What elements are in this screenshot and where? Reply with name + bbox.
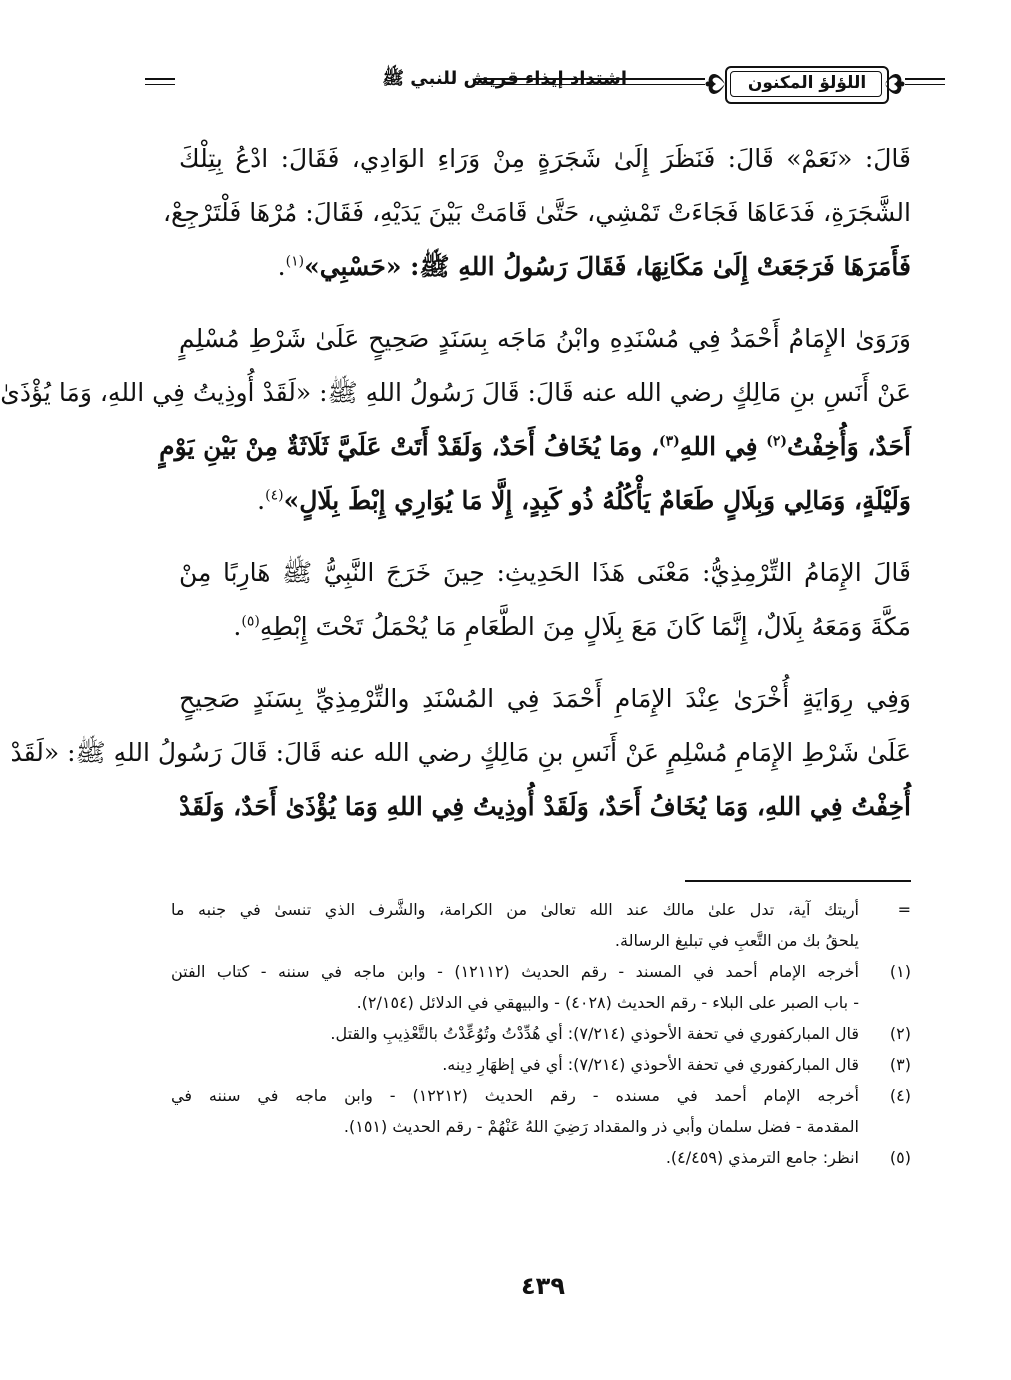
text-line: قَالَ: «نَعَمْ» قَالَ: فَنَظَرَ إِلَىٰ شَجَرَةٍ مِنْ وَرَاءِ الوَادِي، فَقَالَ: ادْعُ بِتِلْكَ [179,144,911,173]
footnote-4 [171,1080,911,1142]
paragraph-gap [179,528,911,546]
page-number: ٤٣٩ [521,1272,565,1300]
footnote-line: أخرجه الإمام أحمد في مسنده - رقم الحديث (١٢٢١٢) - وابن ماجه في سننه في [171,1086,859,1105]
hadith-text: فَأَمَرَهَا فَرَجَعَتْ إِلَىٰ مَكَانِهَا، فَقَالَ رَسُولُ اللهِ ﷺ: «حَسْبِي» [304,252,911,281]
text-line: وَفِي رِوَايَةٍ أُخْرَىٰ عِنْدَ الإِمَامِ أَحْمَدَ فِي المُسْنَدِ والتِّرْمِذِيِّ بِسَنَدٍ صَحِيحٍ [179,684,911,713]
ornament-left-icon [705,64,727,104]
footnote-1 [171,956,911,1018]
chapter-running-title: اشتداد إيذاء قريش للنبي ﷺ [382,68,627,89]
header-rule-right-thin [905,84,945,85]
footnote-number: = [897,900,911,919]
footnote-ref: (٣) [659,433,680,450]
hadith-segment: أَحَدٌ، وَأُخِفْتُ [787,432,911,461]
footnote-3 [171,1049,911,1080]
header-rule-left [145,78,175,80]
text-line: وَرَوَىٰ الإِمَامُ أَحْمَدُ فِي مُسْنَدِهِ وابْنُ مَاجَه بِسَنَدٍ صَحِيحٍ عَلَىٰ شَرْطِ مُسْلِمٍ [179,324,911,353]
page-header [145,58,945,114]
paragraph-gap [179,294,911,312]
header-rule-right [905,78,945,80]
footnote-line: المقدمة - فضل سلمان وأبي ذر والمقداد رَضِيَ اللهُ عَنْهُمْ - رقم الحديث (١٥١). [343,1117,859,1136]
footnote-number: (٤) [889,1086,911,1105]
footnote-line: قال المباركفوري في تحفة الأحوذي (٧/٢١٤): أي في إظهَارِ دِينه. [442,1055,859,1074]
text-segment: مَكَّةَ وَمَعَهُ بِلَالٌ، إِنَّمَا كَانَ مَعَ بِلَالٍ مِنَ الطَّعَامِ مَا يُحْمَلُ تَحْتَ إِبْطِهِ [259,612,911,641]
footnote-ref: (١) [285,253,305,270]
hadith-segment: ، ومَا يُخَافُ أَحَدٌ، وَلَقَدْ أَتَتْ عَلَيَّ ثَلَاثَةٌ مِنْ بَيْنِ يَوْمٍ [159,432,660,461]
footnote-line: - باب الصبر على البلاء - رقم الحديث (٤٠٢٨) - والبيهقي في الدلائل (٢/١٥٤). [356,993,859,1012]
hadith-segment: فِي اللهِ [679,432,767,461]
footnote-line: أريتك آية، تدل علىٰ مالك عند الله تعالىٰ من الكرامة، والشَّرف الذي تنسىٰ في جنبه ما [171,900,859,919]
footnote-ref: (٥) [241,613,260,630]
footnote-number: (٣) [889,1055,911,1074]
text-line: أُخِفْتُ فِي اللهِ، وَمَا يُخَافُ أَحَدٌ، وَلَقَدْ أُوذِيتُ فِي اللهِ وَمَا يُؤْذَىٰ أَحَدٌ، وَلَقَدْ [179,792,911,821]
footnote-ref: (٢) [766,433,788,450]
paragraph-4 [10,672,911,834]
text-line [179,600,911,654]
paragraph-1 [162,132,911,294]
book-title: اللؤلؤ المكنون [747,73,867,93]
text-line: قَالَ الإِمَامُ التِّرْمِذِيُّ: مَعْنَى هَذَا الحَدِيثِ: حِينَ خَرَجَ النَّبِيُّ ﷺ هَارِبًا مِنْ [179,558,911,587]
footnote-line: أخرجه الإمام أحمد في المسند - رقم الحديث (١٢١١٢) - وابن ماجه في سننه - كتاب الفتن [171,962,859,981]
main-text [0,132,911,834]
footnote-number: (٢) [889,1024,911,1043]
text-line: عَنْ أَنَسِ بنِ مَالِكٍ رضي الله عنه قَالَ: قَالَ رَسُولُ اللهِ ﷺ: «لَقَدْ أُوذِيتُ فِي اللهِ، وَمَا يُؤْذَىٰ [0,378,911,407]
paragraph-2 [0,312,911,528]
text-line [159,420,911,474]
footnote-2 [171,1018,911,1049]
text-line [179,474,911,528]
hadith-text: وَلَيْلَةٍ، وَمَالِي وَبِلَالٍ طَعَامٌ يَأْكُلُهُ ذُو كَبِدٍ، إِلَّا مَا يُوَارِي إِبْطَ بِلَالٍ» [283,486,911,515]
footnotes [171,894,911,1173]
footnote-separator [685,880,911,882]
full-stop: . [233,612,242,641]
footnote-line: قال المباركفوري في تحفة الأحوذي (٧/٢١٤): أي هُدِّدْتُ وتُوُعِّدْتُ بالتَّعْذِيبِ والقتل. [330,1024,859,1043]
text-line [179,240,911,294]
ornament-right-icon [883,64,905,104]
footnote-number: (١) [889,962,911,981]
footnote-line: انظر: جامع الترمذي (٤/٤٥٩). [665,1148,859,1167]
footnote-continuation [171,894,911,956]
footnote-ref: (٤) [265,487,284,504]
text-line: الشَّجَرَةِ، فَدَعَاهَا فَجَاءَتْ تَمْشِي، حَتَّىٰ قَامَتْ بَيْنَ يَدَيْهِ، فَقَالَ: مُرْهَا فَلْتَرْجِعْ، [162,198,911,227]
footnote-5 [171,1142,911,1173]
full-stop: . [257,486,266,515]
book-title-badge [705,60,905,108]
header-rule-left-thin [145,84,175,85]
text-line: عَلَىٰ شَرْطِ الإِمَامِ مُسْلِمٍ عَنْ أَنَسِ بنِ مَالِكٍ رضي الله عنه قَالَ: قَالَ رَسُولُ اللهِ ﷺ: «لَقَدْ [10,738,911,767]
footnote-line: يلحقُ بك من التَّعبِ في تبليغ الرسالة. [614,931,859,950]
paragraph-3 [179,546,911,654]
footnote-number: (٥) [889,1148,911,1167]
paragraph-gap [179,654,911,672]
full-stop: . [277,252,286,281]
